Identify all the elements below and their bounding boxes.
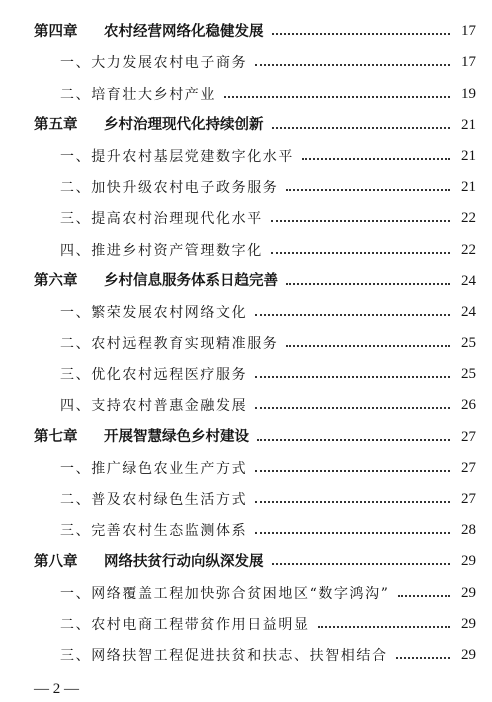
toc-section-row[interactable] — [34, 197, 476, 228]
section-heading: 四、推进乡村资产管理数字化 — [60, 242, 263, 259]
page-number: 25 — [461, 366, 476, 383]
dot-leader — [286, 188, 450, 191]
chapter-heading — [34, 555, 264, 572]
toc-chapter-row[interactable] — [34, 104, 476, 135]
page-number: 26 — [461, 397, 476, 414]
page-number: 24 — [461, 303, 476, 320]
page-number: 21 — [461, 116, 476, 133]
dot-leader — [318, 625, 450, 628]
section-heading: 一、网络覆盖工程加快弥合贫困地区“数字鸿沟” — [60, 585, 390, 602]
page-number: 24 — [461, 272, 476, 289]
toc-section-row[interactable] — [34, 384, 476, 415]
chapter-title: 网络扶贫行动向纵深发展 — [104, 553, 264, 570]
section-heading: 四、支持农村普惠金融发展 — [60, 398, 248, 415]
page-number: 19 — [461, 85, 476, 102]
dot-leader — [255, 531, 450, 534]
chapter-number: 第七章 — [34, 429, 78, 446]
toc-section-row[interactable] — [34, 41, 476, 72]
chapter-title: 开展智慧绿色乡村建设 — [104, 429, 249, 446]
dot-leader — [255, 63, 450, 66]
toc-chapter-row[interactable] — [34, 540, 476, 571]
page-number: 27 — [461, 428, 476, 445]
section-heading: 二、农村电商工程带贫作用日益明显 — [60, 616, 310, 633]
dot-leader — [396, 656, 450, 659]
toc-chapter-row[interactable] — [34, 260, 476, 291]
page-number: 25 — [461, 335, 476, 352]
toc-section-row[interactable] — [34, 603, 476, 634]
toc-chapter-row[interactable] — [34, 415, 476, 446]
toc-section-row[interactable] — [34, 291, 476, 322]
toc-section-row[interactable] — [34, 447, 476, 478]
toc-section-row[interactable] — [34, 166, 476, 197]
page-number: 21 — [461, 179, 476, 196]
dot-leader — [286, 282, 450, 285]
dot-leader — [255, 469, 450, 472]
toc-section-row[interactable] — [34, 478, 476, 509]
chapter-heading — [34, 25, 264, 42]
chapter-heading — [34, 430, 249, 447]
page-number: 21 — [461, 147, 476, 164]
toc-section-row[interactable] — [34, 571, 476, 602]
chapter-number: 第五章 — [34, 117, 78, 134]
dot-leader — [255, 375, 450, 378]
page-number: 29 — [461, 646, 476, 663]
section-heading: 二、普及农村绿色生活方式 — [60, 492, 248, 508]
toc-section-row[interactable] — [34, 634, 476, 665]
section-heading: 一、繁荣发展农村网络文化 — [60, 304, 248, 321]
chapter-title: 乡村治理现代化持续创新 — [104, 117, 264, 134]
page-number: 22 — [461, 241, 476, 258]
chapter-number: 第六章 — [34, 273, 78, 290]
page-number: 27 — [461, 459, 476, 476]
dot-leader — [286, 344, 450, 347]
toc-chapter-row[interactable] — [34, 10, 476, 41]
section-heading: 二、农村远程教育实现精准服务 — [60, 336, 279, 353]
page-number-footer: — 2 — — [34, 681, 79, 697]
page-number: 29 — [461, 615, 476, 632]
toc-section-row[interactable] — [34, 72, 476, 103]
page-number: 29 — [461, 584, 476, 601]
page-number: 17 — [461, 54, 476, 71]
section-heading: 三、网络扶智工程促进扶贫和扶志、扶智相结合 — [60, 647, 388, 664]
section-heading: 二、加快升级农村电子政务服务 — [60, 180, 279, 197]
dot-leader — [255, 406, 450, 409]
chapter-heading — [34, 118, 264, 135]
page-number: 28 — [461, 522, 476, 539]
toc-section-row[interactable] — [34, 135, 476, 166]
dot-leader — [398, 594, 450, 597]
page-number: 29 — [461, 553, 476, 570]
dot-leader — [302, 157, 450, 160]
page-number: 17 — [461, 23, 476, 40]
section-heading: 一、提升农村基层党建数字化水平 — [60, 148, 294, 165]
table-of-contents — [34, 10, 476, 665]
section-heading: 二、培育壮大乡村产业 — [60, 86, 216, 103]
toc-section-row[interactable] — [34, 228, 476, 259]
section-heading: 一、推广绿色农业生产方式 — [60, 460, 248, 477]
page-number: 27 — [461, 491, 476, 507]
dot-leader — [272, 32, 451, 35]
chapter-title: 农村经营网络化稳健发展 — [104, 23, 264, 40]
dot-leader — [271, 251, 450, 254]
toc-section-row[interactable] — [34, 353, 476, 384]
toc-section-row[interactable] — [34, 509, 476, 540]
chapter-title: 乡村信息服务体系日趋完善 — [104, 273, 278, 290]
dot-leader — [272, 126, 451, 129]
page-number: 22 — [461, 210, 476, 227]
dot-leader — [271, 219, 450, 222]
chapter-number: 第八章 — [34, 553, 78, 570]
toc-section-row[interactable] — [34, 322, 476, 353]
chapter-heading — [34, 274, 278, 291]
dot-leader — [224, 95, 450, 98]
section-heading: 三、提高农村治理现代化水平 — [60, 211, 263, 228]
chapter-number: 第四章 — [34, 23, 78, 40]
section-heading: 三、完善农村生态监测体系 — [60, 523, 248, 540]
section-heading: 三、优化农村远程医疗服务 — [60, 367, 248, 384]
section-heading: 一、大力发展农村电子商务 — [60, 55, 248, 72]
dot-leader — [257, 438, 450, 441]
dot-leader — [255, 500, 450, 503]
dot-leader — [255, 313, 450, 316]
dot-leader — [272, 562, 451, 565]
